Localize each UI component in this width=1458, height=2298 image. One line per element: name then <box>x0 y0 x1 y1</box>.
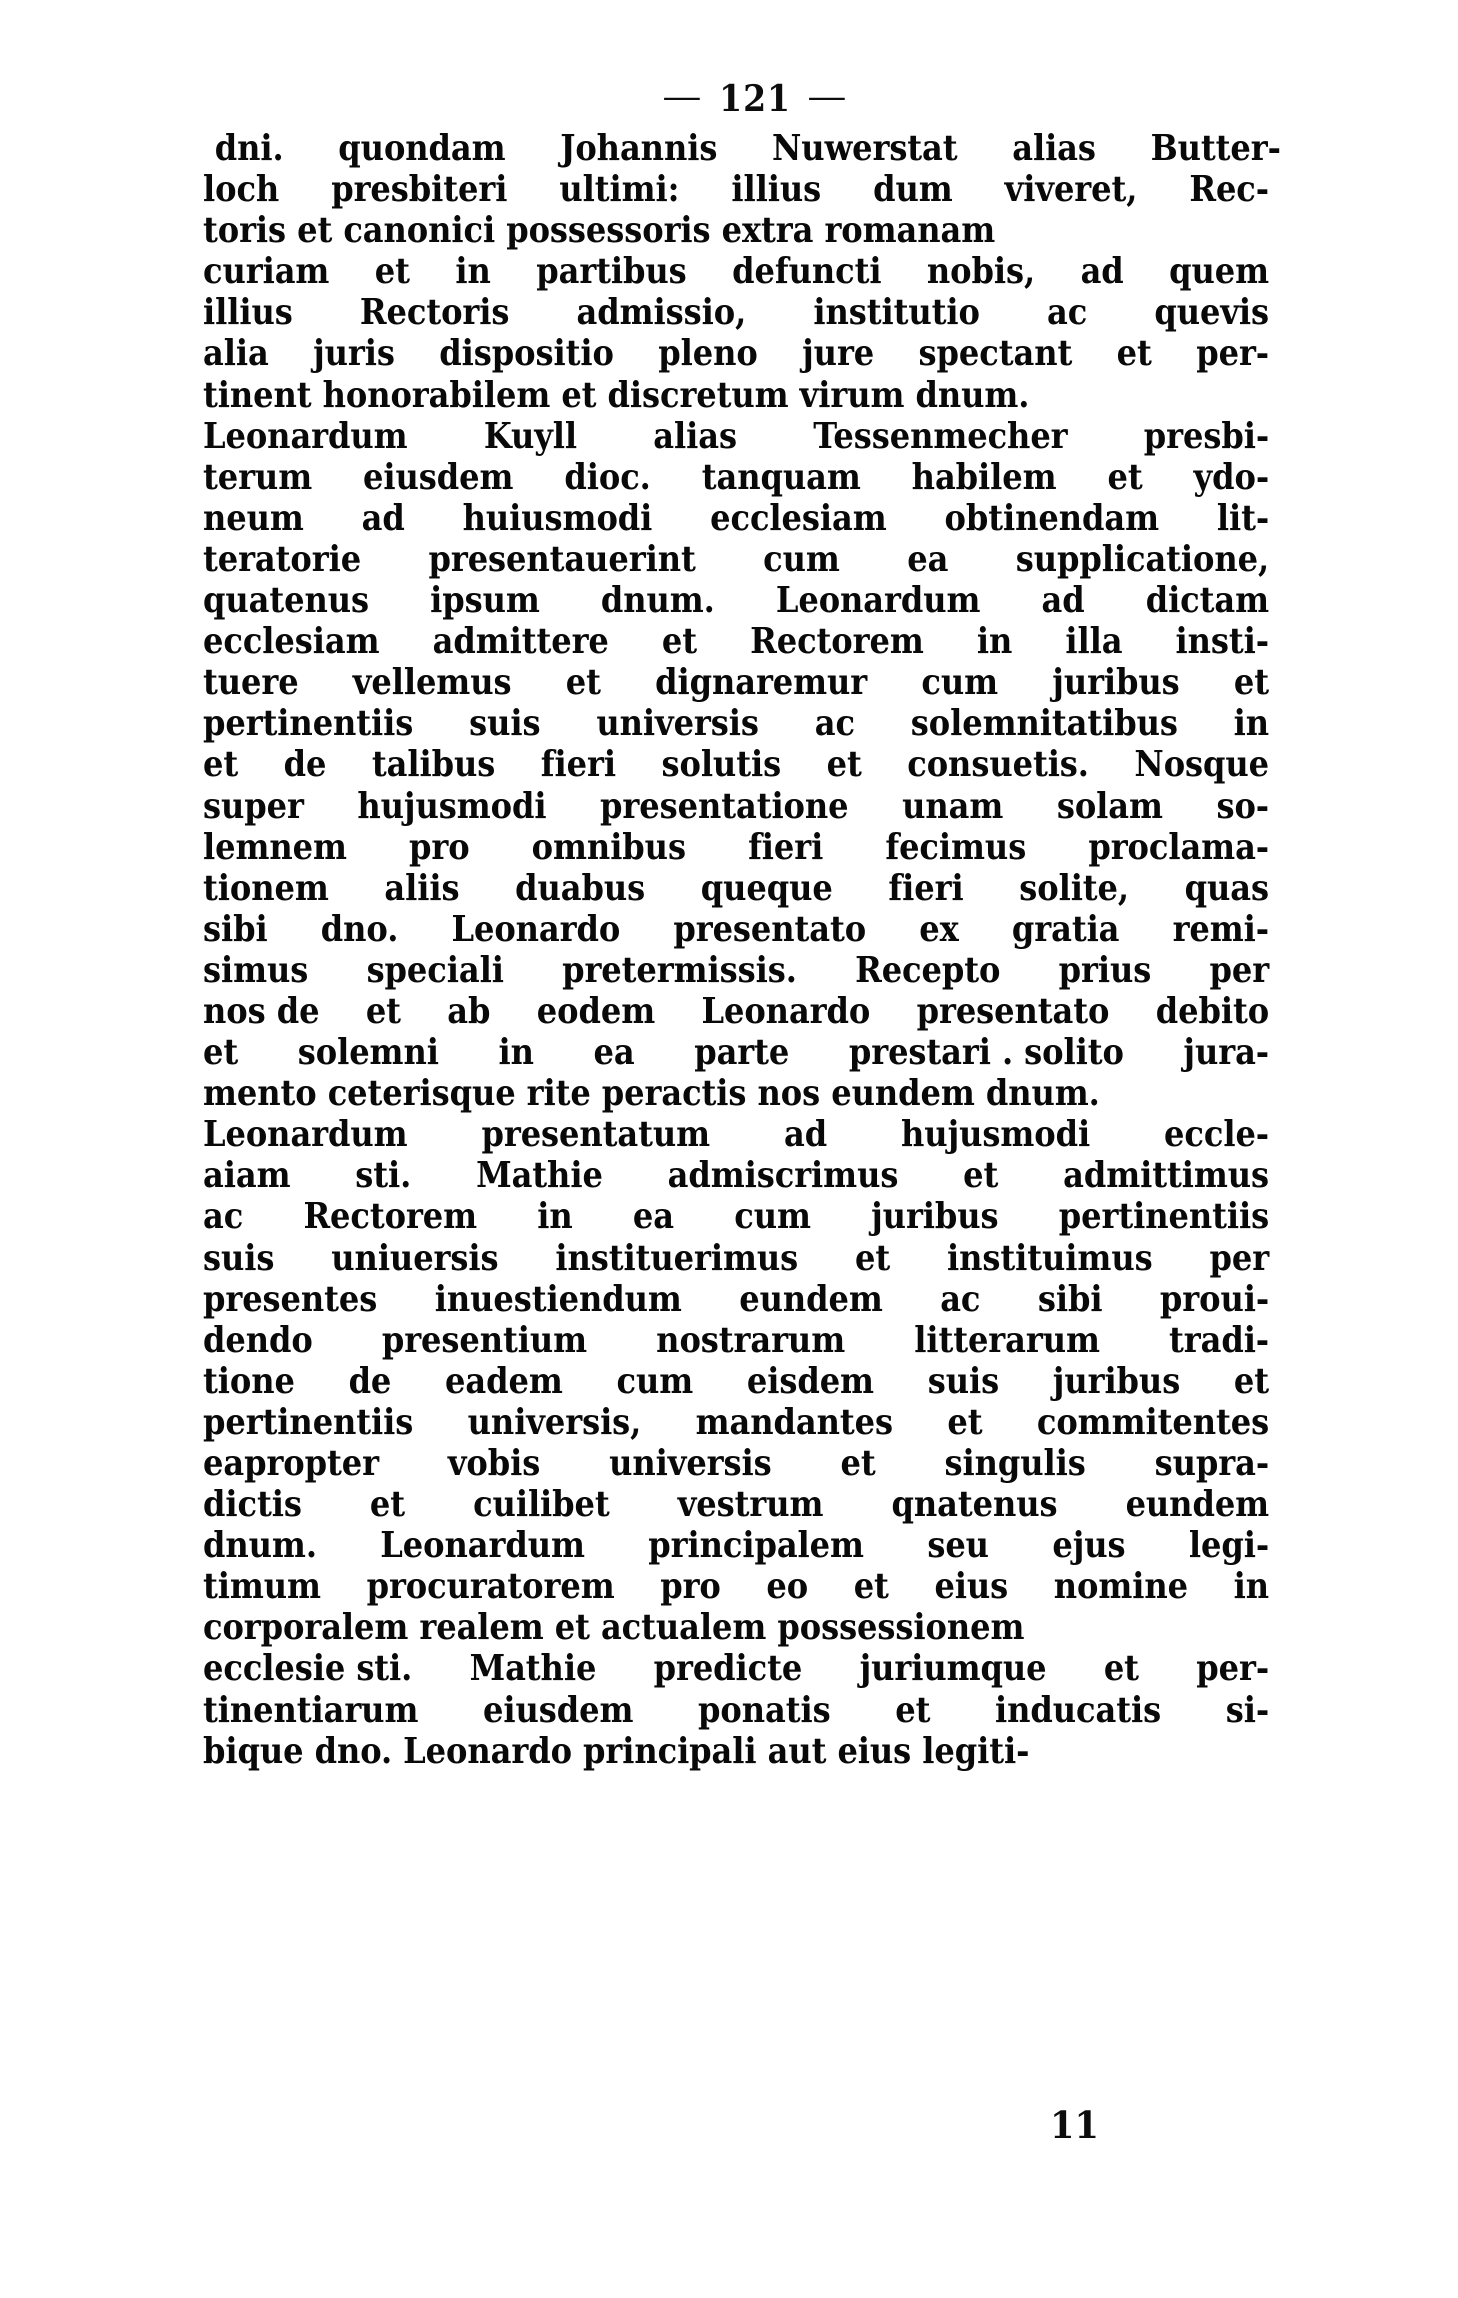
text-word: dnum. <box>600 580 715 622</box>
text-word: singulis <box>944 1443 1086 1484</box>
text-word: institutio <box>813 292 980 334</box>
text-word: ejus <box>1052 1525 1126 1567</box>
signature-mark: 11 <box>1050 2103 1099 2147</box>
text-word: nos de <box>203 990 320 1032</box>
text-word: sibi <box>1037 1278 1103 1320</box>
text-line <box>203 1690 1269 1731</box>
text-word: ab <box>447 990 491 1032</box>
text-word: hujusmodi <box>901 1114 1091 1156</box>
text-line <box>203 1648 1269 1689</box>
text-word: et <box>1233 662 1270 704</box>
text-word: quondam <box>338 128 506 169</box>
text-word: dioc. <box>564 456 651 498</box>
text-word: tinentiarum <box>203 1689 419 1731</box>
text-word: Rectorem <box>750 621 924 663</box>
text-line <box>203 1155 1269 1196</box>
text-word: solite, <box>1019 867 1129 909</box>
text-word: eiusdem <box>482 1689 634 1731</box>
text-word: et <box>203 1032 239 1074</box>
text-word: pretermissis. <box>562 949 797 991</box>
text-word: et <box>203 744 239 786</box>
text-word: supra- <box>1154 1443 1270 1484</box>
text-word: et <box>1103 1648 1139 1690</box>
text-word: et <box>374 251 410 293</box>
text-word: tione <box>203 1360 295 1402</box>
text-word: proui- <box>1159 1278 1270 1320</box>
text-word: solam <box>1056 785 1163 827</box>
text-word: consuetis. <box>907 744 1089 786</box>
text-word: ydo- <box>1193 456 1270 498</box>
text-word: illius <box>731 169 822 211</box>
text-word: supplicatione, <box>1015 538 1270 580</box>
text-word: de <box>348 1360 392 1402</box>
text-word: juriumque <box>859 1648 1047 1690</box>
text-word: super <box>203 785 304 827</box>
text-word: dum <box>873 169 953 211</box>
text-word: in <box>976 621 1013 663</box>
text-word: duabus <box>515 867 646 909</box>
text-word: cum <box>616 1360 694 1402</box>
text-word: de <box>283 744 327 786</box>
text-word: tuere <box>203 662 299 704</box>
text-word: alia <box>203 333 269 375</box>
text-word: et <box>565 662 601 704</box>
text-word: talibus <box>371 744 496 786</box>
text-line <box>203 457 1269 498</box>
text-word: Recepto <box>855 949 1001 991</box>
text-word: Nuwerstat <box>772 128 958 169</box>
text-word: eisdem <box>746 1360 874 1402</box>
text-word: presentato <box>673 908 867 950</box>
text-word: et <box>826 744 862 786</box>
text-word: ex <box>919 908 959 950</box>
text-word: solemnitatibus <box>910 703 1178 745</box>
text-word: eundem <box>1125 1484 1270 1526</box>
text-word: in <box>1233 703 1270 745</box>
text-line <box>203 1525 1269 1566</box>
text-word: illa <box>1065 621 1123 663</box>
text-word: dno. <box>320 908 399 950</box>
text-line <box>203 416 1269 457</box>
text-word: timum <box>203 1566 321 1608</box>
text-word: eius <box>934 1566 1009 1608</box>
text-word: instituerimus <box>555 1237 799 1279</box>
text-word: fieri <box>540 744 616 786</box>
text-word: nostrarum <box>656 1319 846 1361</box>
text-word: universis, <box>467 1401 642 1443</box>
text-word: prestari . solito <box>848 1032 1124 1074</box>
text-word: jure <box>802 333 875 375</box>
text-word: quatenus <box>203 580 370 622</box>
text-word: universis <box>596 703 759 745</box>
text-word: juribus <box>1052 1360 1181 1402</box>
text-word: et <box>855 1237 891 1279</box>
text-word: suis <box>203 1237 275 1279</box>
text-line: tinent honorabilem et discretum virum dnum. <box>203 374 1030 416</box>
text-line <box>203 169 1269 210</box>
text-line <box>203 1238 1269 1279</box>
text-word: lemnem <box>203 826 347 868</box>
text-word: simus <box>203 949 309 991</box>
text-word: eodem <box>536 990 656 1032</box>
text-word: inducatis <box>994 1689 1162 1731</box>
text-word: alias <box>1012 128 1096 169</box>
text-word: commitentes <box>1036 1401 1270 1443</box>
text-word: juribus <box>871 1196 999 1238</box>
text-word: cum <box>763 538 840 580</box>
text-word: eundem <box>739 1278 883 1320</box>
text-line <box>203 1484 1269 1525</box>
text-word: in <box>537 1196 573 1238</box>
text-word: dignaremur <box>655 662 868 704</box>
text-word: ecclesiam <box>710 497 887 539</box>
text-word: juribus <box>1052 662 1180 704</box>
text-word: et <box>1107 456 1143 498</box>
text-line <box>203 539 1269 580</box>
text-word: Rec- <box>1189 169 1270 211</box>
text-word: spectant <box>918 333 1073 375</box>
text-word: et <box>661 621 698 663</box>
text-word: huiusmodi <box>462 497 653 539</box>
text-word: proclama- <box>1088 826 1270 868</box>
text-word: presbiteri <box>331 169 508 211</box>
text-word: Tessenmecher <box>813 415 1068 457</box>
text-word: ultimi: <box>559 169 680 211</box>
text-word: per- <box>1196 1648 1270 1690</box>
text-word: inuestiendum <box>434 1278 682 1320</box>
text-word: et <box>365 990 401 1032</box>
text-word: admissio, <box>576 292 747 334</box>
text-word: ea <box>907 538 949 580</box>
text-word: admittimus <box>1063 1155 1270 1197</box>
text-word: gratia <box>1011 908 1120 950</box>
text-line <box>203 703 1269 744</box>
text-word: dni. <box>214 128 284 169</box>
text-word: in <box>1233 1566 1270 1608</box>
text-word: presentato <box>916 990 1110 1032</box>
text-word: cuilibet <box>473 1484 610 1526</box>
text-word: fieri <box>748 826 824 868</box>
text-word: per <box>1209 1237 1270 1279</box>
text-word: uniuersis <box>331 1237 499 1279</box>
text-word: suis <box>469 703 541 745</box>
text-word: pleno <box>658 333 758 375</box>
text-word: Mathie <box>476 1155 603 1197</box>
text-word: loch <box>203 169 280 211</box>
text-word: fecimus <box>885 826 1027 868</box>
text-word: habilem <box>911 456 1057 498</box>
text-word: insti- <box>1175 621 1270 663</box>
text-word: ad <box>784 1114 828 1156</box>
text-line: bique dno. Leonardo principali aut eius legiti- <box>203 1730 1030 1772</box>
text-word: eiusdem <box>363 456 514 498</box>
text-word: admittere <box>432 621 609 663</box>
text-word: si- <box>1225 1689 1270 1731</box>
text-line: corporalem realem et actualem possessionem <box>203 1607 1025 1649</box>
text-line <box>203 621 1269 662</box>
text-word: aliis <box>384 867 460 909</box>
text-line <box>203 868 1269 909</box>
text-word: tionem <box>203 867 329 909</box>
text-word: principalem <box>648 1525 864 1567</box>
text-word: cum <box>921 662 999 704</box>
text-word: presentium <box>381 1319 588 1361</box>
text-word: nomine <box>1053 1566 1189 1608</box>
text-word: viveret, <box>1004 169 1138 211</box>
text-word: omnibus <box>531 826 686 868</box>
text-word: suis <box>927 1360 1000 1402</box>
text-word: quem <box>1169 251 1270 293</box>
text-word: cum <box>734 1196 811 1238</box>
text-word: admiscrimus <box>667 1155 899 1197</box>
text-word: sti. <box>355 1155 412 1197</box>
text-line <box>203 580 1269 621</box>
text-word: eccle- <box>1164 1114 1270 1156</box>
text-word: lit- <box>1216 497 1270 539</box>
text-word: ea <box>593 1032 635 1074</box>
text-word: debito <box>1155 990 1270 1032</box>
text-word: speciali <box>366 949 504 991</box>
running-head-right-dash: — <box>807 77 848 117</box>
text-word: queque <box>700 867 833 909</box>
text-word: procuratorem <box>366 1566 615 1608</box>
text-word: Leonardo <box>701 990 871 1032</box>
text-word: per <box>1209 949 1270 991</box>
text-word: presentatum <box>481 1114 711 1156</box>
text-line <box>203 662 1269 703</box>
text-word: so- <box>1216 785 1270 827</box>
text-word: solemni <box>297 1032 439 1074</box>
text-word: instituimus <box>947 1237 1153 1279</box>
text-word: et <box>963 1155 999 1197</box>
text-line <box>203 333 1269 374</box>
text-line <box>203 1114 1269 1155</box>
text-word: presentatione <box>600 785 849 827</box>
text-word: unam <box>902 785 1004 827</box>
text-word: tanquam <box>701 456 861 498</box>
text-line <box>203 991 1269 1032</box>
text-line <box>203 1279 1269 1320</box>
text-word: terum <box>203 456 313 498</box>
text-word: Mathie <box>469 1648 597 1690</box>
text-word: mandantes <box>695 1401 894 1443</box>
text-line <box>203 827 1269 868</box>
text-line <box>203 1566 1269 1607</box>
text-word: et <box>1116 333 1152 375</box>
text-line <box>203 1320 1269 1361</box>
text-word: ac <box>1046 292 1088 334</box>
text-word: juris <box>313 333 395 375</box>
text-word: Rectoris <box>359 292 510 334</box>
text-word: et <box>1233 1360 1270 1402</box>
text-line <box>203 128 1281 169</box>
text-word: vestrum <box>677 1484 824 1526</box>
text-word: sibi <box>203 908 268 950</box>
text-word: defuncti <box>732 251 882 293</box>
text-word: Leonardum <box>775 580 981 622</box>
text-word: et <box>840 1443 876 1484</box>
text-word: curiam <box>203 251 330 293</box>
text-word: solutis <box>661 744 782 786</box>
text-line: toris et canonici possessoris extra romanam <box>203 210 996 252</box>
text-word: jura- <box>1183 1032 1270 1074</box>
text-word: in <box>455 251 491 293</box>
text-word: dispositio <box>439 333 614 375</box>
text-word: universis <box>609 1443 772 1484</box>
text-line <box>203 1402 1269 1443</box>
text-word: et <box>895 1689 931 1731</box>
running-head-left-dash: — <box>661 77 703 117</box>
text-line: mento ceterisque rite peractis nos eundem dnum. <box>203 1073 1100 1115</box>
text-word: ecclesie sti. <box>203 1648 413 1690</box>
text-line <box>203 909 1269 950</box>
text-word: ac <box>940 1278 981 1320</box>
text-line <box>203 1361 1269 1402</box>
text-line <box>203 744 1269 785</box>
text-word: legi- <box>1188 1525 1270 1567</box>
text-word: Leonardum <box>203 1114 408 1156</box>
text-word: neum <box>203 497 304 539</box>
text-word: presentauerint <box>428 538 696 580</box>
text-line <box>203 1443 1269 1484</box>
text-word: ac <box>203 1196 244 1238</box>
text-word: pertinentiis <box>203 1401 414 1443</box>
text-word: nobis, <box>926 251 1036 293</box>
text-word: tradi- <box>1169 1319 1270 1361</box>
text-word: ecclesiam <box>203 621 380 663</box>
text-word: prius <box>1058 949 1152 991</box>
text-line <box>203 498 1269 539</box>
text-word: pro <box>409 826 470 868</box>
text-word: et <box>853 1566 889 1608</box>
text-word: quas <box>1184 867 1270 909</box>
text-word: ea <box>632 1196 675 1238</box>
text-word: pertinentiis <box>203 703 414 745</box>
text-line <box>203 1032 1269 1073</box>
text-word: presentes <box>203 1278 378 1320</box>
text-word: ad <box>1041 580 1085 622</box>
text-word: Leonardum <box>380 1525 585 1567</box>
text-word: predicte <box>653 1648 803 1690</box>
text-word: eo <box>766 1566 809 1608</box>
text-word: ad <box>1080 251 1124 293</box>
text-word: fieri <box>888 867 964 909</box>
text-word: dictis <box>203 1484 302 1526</box>
text-word: Kuyll <box>483 415 578 457</box>
text-word: pertinentiis <box>1058 1196 1270 1238</box>
text-word: presbi- <box>1143 415 1270 457</box>
text-word: illius <box>203 292 293 334</box>
text-word: remi- <box>1172 908 1270 950</box>
text-word: dictam <box>1145 580 1270 622</box>
text-word: litterarum <box>914 1319 1100 1361</box>
text-line <box>203 1196 1269 1237</box>
text-word: Nosque <box>1134 744 1270 786</box>
text-word: partibus <box>536 251 687 293</box>
text-word: per- <box>1196 333 1270 375</box>
text-word: Johannis <box>560 128 718 169</box>
text-line <box>203 292 1269 333</box>
body-text-block <box>203 128 1281 1772</box>
text-word: ad <box>361 497 405 539</box>
text-word: aiam <box>203 1155 291 1197</box>
text-word: seu <box>927 1525 989 1567</box>
text-word: quevis <box>1154 292 1270 334</box>
text-word: ponatis <box>698 1689 831 1731</box>
text-word: obtinendam <box>944 497 1159 539</box>
text-word: alias <box>653 415 737 457</box>
text-line <box>203 251 1269 292</box>
text-word: in <box>498 1032 534 1074</box>
text-word: eadem <box>445 1360 563 1402</box>
text-word: et <box>947 1401 983 1443</box>
text-word: pro <box>660 1566 721 1608</box>
text-line <box>203 786 1269 827</box>
text-word: vellemus <box>352 662 512 704</box>
text-word: dendo <box>203 1319 313 1361</box>
text-word: dnum. <box>203 1525 317 1567</box>
text-word: parte <box>694 1032 790 1074</box>
text-word: Rectorem <box>303 1196 478 1238</box>
text-word: eapropter <box>203 1443 379 1484</box>
text-word: ac <box>814 703 855 745</box>
text-word: vobis <box>447 1443 541 1484</box>
text-word: ipsum <box>430 580 540 622</box>
text-word: hujusmodi <box>357 785 547 827</box>
page-number: 121 <box>718 78 791 120</box>
text-word: Leonardum <box>203 415 408 457</box>
text-word: et <box>369 1484 406 1526</box>
text-line <box>203 950 1269 991</box>
text-word: Butter- <box>1150 128 1281 169</box>
text-word: teratorie <box>203 538 362 580</box>
text-word: qnatenus <box>891 1484 1058 1526</box>
text-word: Leonardo <box>451 908 621 950</box>
